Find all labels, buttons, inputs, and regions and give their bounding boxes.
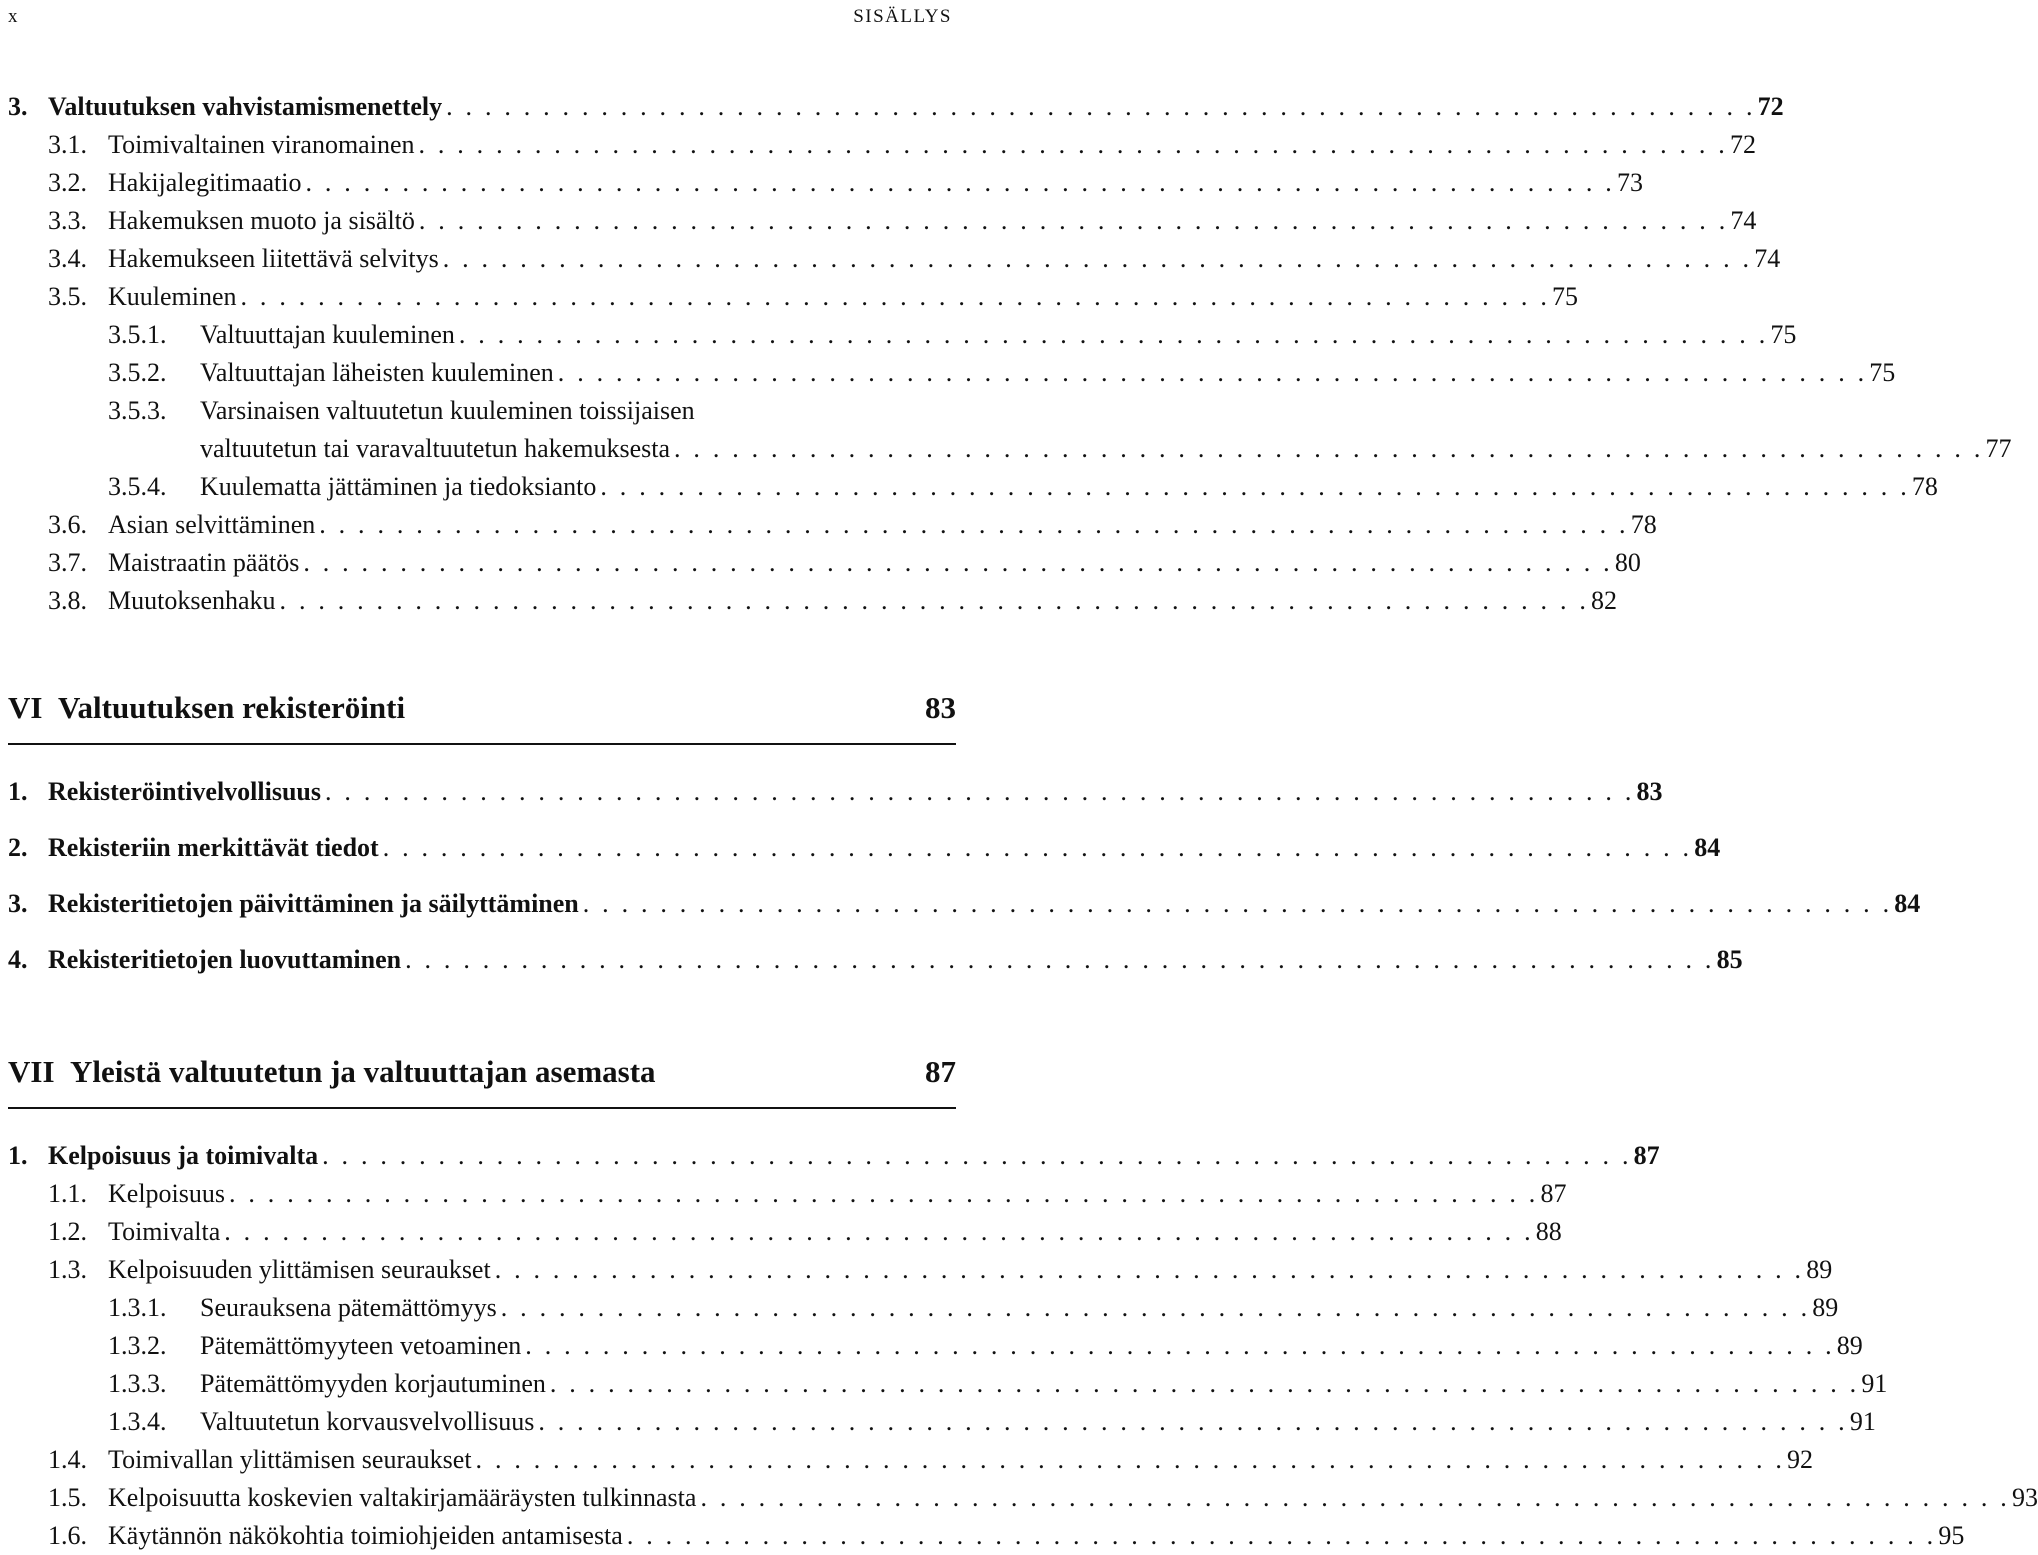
toc-entry-title: Kelpoisuutta koskevien valtakirjamääräysten tulkinnasta: [108, 1483, 697, 1512]
toc-entry-number: 2.: [8, 833, 28, 862]
toc-entry[interactable]: [8, 1327, 1863, 1365]
toc-entry-number: 3.4.: [48, 244, 87, 273]
toc-entry[interactable]: [8, 876, 1921, 932]
toc-entry-number: 3.2.: [48, 168, 87, 197]
toc-entry-title: Kelpoisuus ja toimivalta: [48, 1141, 319, 1170]
toc-entry-title: Asian selvittäminen: [108, 510, 316, 539]
toc-block-part-vii: [8, 1137, 2038, 1555]
toc-entry-number: 3.5.2.: [108, 358, 167, 387]
toc-entry-number: 4.: [8, 945, 28, 974]
toc-entry-page: 78: [1630, 510, 1657, 539]
toc-entry[interactable]: [8, 278, 1579, 316]
toc-entry[interactable]: [8, 1479, 2038, 1517]
toc-entry-page: 73: [1617, 168, 1643, 197]
toc-entry-number: 1.3.4.: [108, 1407, 167, 1436]
part-number: VI: [8, 690, 43, 725]
part-page: 87: [925, 1054, 956, 1089]
running-title: SISÄLLYS: [853, 6, 952, 27]
toc-entry-number: 3.5.: [48, 282, 87, 311]
toc-entry-number: 3.5.4.: [108, 472, 167, 501]
dot-leader: . . . . . . . . . . . . . . . . . . . . . . . . . . . . . . . . . . . . . . . . . . . . . . . . . . . . . . . . . . . . . . . . . . . .: [626, 1521, 1937, 1550]
dot-leader: . . . . . . . . . . . . . . . . . . . . . . . . . . . . . . . . . . . . . . . . . . . . . . . . . . . . . . . . . . . . . . . . . . . .: [600, 472, 1910, 501]
toc-entry[interactable]: [8, 392, 956, 430]
toc-entry[interactable]: [8, 1175, 1567, 1213]
dot-leader: . . . . . . . . . . . . . . . . . . . . . . . . . . . . . . . . . . . . . . . . . . . . . . . . . . . . . . . . . . . . . . . . . . . .: [458, 320, 1769, 349]
page-number-roman: x: [8, 6, 19, 27]
toc-entry-number: 3.3.: [48, 206, 87, 235]
toc-entry-number: 3.6.: [48, 510, 87, 539]
toc-entry-page: 75: [1869, 358, 1896, 387]
part-vi-heading: [8, 690, 956, 734]
toc-entry-page: 75: [1770, 320, 1797, 349]
toc-entry-number: 1.6.: [48, 1521, 87, 1550]
dot-leader: . . . . . . . . . . . . . . . . . . . . . . . . . . . . . . . . . . . . . . . . . . . . . . . . . . . . . . . . . . . . . . . . . . . .: [538, 1407, 1848, 1436]
toc-entry-page: 89: [1812, 1293, 1839, 1322]
toc-entry-number: 3.5.3.: [108, 396, 167, 425]
dot-leader: . . . . . . . . . . . . . . . . . . . . . . . . . . . . . . . . . . . . . . . . . . . . . . . . . . . . . . . . . . . . . . . . . . . .: [305, 168, 1615, 197]
toc-entry-title: Valtuutuksen vahvistamismenettely: [48, 92, 443, 121]
toc-entry-page: 89: [1806, 1255, 1833, 1284]
toc-entry-title: Kelpoisuuden ylittämisen seuraukset: [108, 1255, 491, 1284]
dot-leader: . . . . . . . . . . . . . . . . . . . . . . . . . . . . . . . . . . . . . . . . . . . . . . . . . . . . . . . . . . . . . . . . . . . .: [549, 1369, 1860, 1398]
toc-entry-title: Toimivallan ylittämisen seuraukset: [108, 1445, 472, 1474]
dot-leader: . . . . . . . . . . . . . . . . . . . . . . . . . . . . . . . . . . . . . . . . . . . . . . . . . . . . . . . . . . . . . . . . . . . .: [674, 434, 1984, 463]
dot-leader: . . . . . . . . . . . . . . . . . . . . . . . . . . . . . . . . . . . . . . . . . . . . . . . . . . . . . . . . . . . . . . . . . . . .: [240, 282, 1551, 311]
toc-entry-title: Pätemättömyyteen vetoaminen: [200, 1331, 522, 1360]
toc-entry-page: 80: [1614, 548, 1641, 577]
toc-block-chapter-3: [8, 88, 2012, 620]
toc-entry-page: 89: [1836, 1331, 1863, 1360]
toc-entry-title: Rekisteritietojen luovuttaminen: [48, 945, 402, 974]
toc-entry[interactable]: [8, 354, 1896, 392]
toc-entry[interactable]: [8, 88, 1784, 126]
toc-entry-number: 3.: [8, 889, 28, 918]
dot-leader: . . . . . . . . . . . . . . . . . . . . . . . . . . . . . . . . . . . . . . . . . . . . . . . . . . . . . . . . . . . . . . . . . . . .: [525, 1331, 1835, 1360]
toc-entry[interactable]: [8, 932, 1743, 988]
toc-entry-page: 74: [1754, 244, 1781, 273]
toc-entry[interactable]: [8, 1365, 1888, 1403]
part-title: Valtuutuksen rekisteröinti: [58, 690, 406, 725]
toc-entry-number: 1.3.: [48, 1255, 87, 1284]
toc-entry-page: 72: [1757, 92, 1784, 121]
toc-entry-page: 74: [1730, 206, 1757, 235]
toc-entry-page: 92: [1787, 1445, 1814, 1474]
toc-entry-title: Varsinaisen valtuutetun kuuleminen toissijaisen: [200, 396, 695, 425]
toc-entry-number: 1.1.: [48, 1179, 87, 1208]
toc-entry-title: Toimivaltainen viranomainen: [108, 130, 415, 159]
toc-entry-title: Seurauksena pätemättömyys: [200, 1293, 497, 1322]
toc-entry-title: Hakemukseen liitettävä selvitys: [108, 244, 439, 273]
toc-entry-title: Valtuutetun korvausvelvollisuus: [200, 1407, 535, 1436]
toc-entry-page: 87: [1633, 1141, 1660, 1170]
toc-entry[interactable]: [8, 544, 1641, 582]
toc-entry-title: Hakijalegitimaatio: [108, 168, 302, 197]
toc-entry-number: 3.: [8, 92, 28, 121]
toc-entry-page: 75: [1552, 282, 1579, 311]
toc-entry[interactable]: [8, 1403, 1876, 1441]
toc-entry-number: 1.3.3.: [108, 1369, 167, 1398]
part-number: VII: [8, 1054, 55, 1089]
toc-entry-page: 83: [1636, 777, 1663, 806]
toc-entry-page: 77: [1985, 434, 2012, 463]
toc-entry[interactable]: [8, 1517, 1965, 1555]
toc-entry[interactable]: [8, 468, 1938, 506]
toc-entry-title: Rekisteriin merkittävät tiedot: [48, 833, 379, 862]
part-vii-heading: [8, 1054, 956, 1098]
dot-leader: . . . . . . . . . . . . . . . . . . . . . . . . . . . . . . . . . . . . . . . . . . . . . . . . . . . . . . . . . . . . . . . . . . . .: [405, 945, 1715, 974]
toc-entry[interactable]: [8, 240, 1781, 278]
toc-entry-title: Kuuleminen: [108, 282, 237, 311]
dot-leader: . . . . . . . . . . . . . . . . . . . . . . . . . . . . . . . . . . . . . . . . . . . . . . . . . . . . . . . . . . . . . . . . . . . .: [319, 510, 1629, 539]
toc-entry-title: Valtuuttajan kuuleminen: [200, 320, 455, 349]
toc-entry-title: Hakemuksen muoto ja sisältö: [108, 206, 415, 235]
toc-entry-title: Maistraatin päätös: [108, 548, 300, 577]
toc-entry-number: 1.5.: [48, 1483, 87, 1512]
dot-leader: . . . . . . . . . . . . . . . . . . . . . . . . . . . . . . . . . . . . . . . . . . . . . . . . . . . . . . . . . . . . . . . . . . . .: [418, 130, 1728, 159]
toc-entry[interactable]: [8, 164, 1643, 202]
toc-entry[interactable]: [8, 764, 1663, 820]
dot-leader: . . . . . . . . . . . . . . . . . . . . . . . . . . . . . . . . . . . . . . . . . . . . . . . . . . . . . . . . . . . . . . . . . . . .: [325, 777, 1635, 806]
dot-leader: . . . . . . . . . . . . . . . . . . . . . . . . . . . . . . . . . . . . . . . . . . . . . . . . . . . . . . . . . . . . . . . . . . . .: [418, 206, 1729, 235]
dot-leader: . . . . . . . . . . . . . . . . . . . . . . . . . . . . . . . . . . . . . . . . . . . . . . . . . . . . . . . . . . . . . . . . . . . .: [700, 1483, 2010, 1512]
toc-entry-number: 1.: [8, 1141, 28, 1170]
toc-entry[interactable]: [8, 506, 1657, 544]
toc-entry-page: 91: [1861, 1369, 1888, 1398]
toc-entry[interactable]: [8, 1137, 1660, 1175]
toc-entry-number: 1.3.1.: [108, 1293, 167, 1322]
toc-entry-page: 84: [1694, 833, 1721, 862]
toc-entry-page: 82: [1591, 586, 1618, 615]
toc-entry-number: 1.4.: [48, 1445, 87, 1474]
toc-entry[interactable]: [8, 1213, 1562, 1251]
toc-entry-title: Rekisteritietojen päivittäminen ja säilyttäminen: [48, 889, 579, 918]
dot-leader: . . . . . . . . . . . . . . . . . . . . . . . . . . . . . . . . . . . . . . . . . . . . . . . . . . . . . . . . . . . . . . . . . . . .: [442, 244, 1753, 273]
dot-leader: . . . . . . . . . . . . . . . . . . . . . . . . . . . . . . . . . . . . . . . . . . . . . . . . . . . . . . . . . . . . . . . . . . . .: [582, 889, 1893, 918]
toc-entry-number: 3.1.: [48, 130, 87, 159]
toc-entry-page: 93: [2011, 1483, 2038, 1512]
dot-leader: . . . . . . . . . . . . . . . . . . . . . . . . . . . . . . . . . . . . . . . . . . . . . . . . . . . . . . . . . . . . . . . . . . . .: [475, 1445, 1786, 1474]
part-vi-rule: [8, 743, 956, 745]
toc-entry-title: Valtuuttajan läheisten kuuleminen: [200, 358, 554, 387]
dot-leader: . . . . . . . . . . . . . . . . . . . . . . . . . . . . . . . . . . . . . . . . . . . . . . . . . . . . . . . . . . . . . . . . . . . .: [500, 1293, 1811, 1322]
toc-entry[interactable]: [8, 582, 1618, 620]
dot-leader: . . . . . . . . . . . . . . . . . . . . . . . . . . . . . . . . . . . . . . . . . . . . . . . . . . . . . . . . . . . . . . . . . . . .: [494, 1255, 1805, 1284]
dot-leader: . . . . . . . . . . . . . . . . . . . . . . . . . . . . . . . . . . . . . . . . . . . . . . . . . . . . . . . . . . . . . . . . . . . .: [382, 833, 1693, 862]
toc-entry-page: 72: [1729, 130, 1756, 159]
toc-entry-title: Pätemättömyyden korjautuminen: [200, 1369, 546, 1398]
dot-leader: . . . . . . . . . . . . . . . . . . . . . . . . . . . . . . . . . . . . . . . . . . . . . . . . . . . . . . . . . . . . . . . . . . . .: [224, 1217, 1534, 1246]
dot-leader: . . . . . . . . . . . . . . . . . . . . . . . . . . . . . . . . . . . . . . . . . . . . . . . . . . . . . . . . . . . . . . . . . . . .: [229, 1179, 1539, 1208]
toc-entry-number: 1.3.2.: [108, 1331, 167, 1360]
toc-entry-page: 87: [1540, 1179, 1567, 1208]
toc-entry-title: Käytännön näkökohtia toimiohjeiden antamisesta: [108, 1521, 623, 1550]
toc-entry-page: 85: [1716, 945, 1743, 974]
toc-entry-title: Toimivalta: [108, 1217, 221, 1246]
part-vii-rule: [8, 1107, 956, 1109]
part-title: Yleistä valtuutetun ja valtuuttajan asemasta: [70, 1054, 656, 1089]
toc-entry-title: Kuulematta jättäminen ja tiedoksianto: [200, 472, 597, 501]
toc-entry[interactable]: [8, 316, 1797, 354]
toc-entry-title: Kelpoisuus: [108, 1179, 225, 1208]
toc-entry-number: 1.2.: [48, 1217, 87, 1246]
toc-entry-page: 95: [1938, 1521, 1965, 1550]
toc-entry-page: 88: [1535, 1217, 1562, 1246]
toc-entry-number: 3.8.: [48, 586, 87, 615]
toc-entry[interactable]: [8, 1441, 1814, 1479]
toc-entry[interactable]: [8, 1251, 1833, 1289]
running-head: [8, 6, 952, 32]
toc-entry-title-continuation: valtuutetun tai varavaltuutetun hakemuksesta: [200, 434, 671, 463]
toc-entry[interactable]: [8, 202, 1757, 240]
dot-leader: . . . . . . . . . . . . . . . . . . . . . . . . . . . . . . . . . . . . . . . . . . . . . . . . . . . . . . . . . . . . . . . . . . . .: [303, 548, 1613, 577]
part-page: 83: [925, 690, 956, 725]
toc-entry-page: 91: [1849, 1407, 1876, 1436]
toc-entry-number: 3.7.: [48, 548, 87, 577]
toc-entry[interactable]: [8, 1289, 1839, 1327]
toc-entry-title: Muutoksenhaku: [108, 586, 276, 615]
toc-entry-number: 1.: [8, 777, 28, 806]
toc-entry-continuation[interactable]: [8, 430, 2012, 468]
toc-block-part-vi: [8, 764, 1921, 988]
toc-entry-title: Rekisteröintivelvollisuus: [48, 777, 322, 806]
dot-leader: . . . . . . . . . . . . . . . . . . . . . . . . . . . . . . . . . . . . . . . . . . . . . . . . . . . . . . . . . . . . . . . . . . . .: [446, 92, 1756, 121]
toc-entry-page: 78: [1911, 472, 1938, 501]
toc-entry-number: 3.5.1.: [108, 320, 167, 349]
dot-leader: . . . . . . . . . . . . . . . . . . . . . . . . . . . . . . . . . . . . . . . . . . . . . . . . . . . . . . . . . . . . . . . . . . . .: [279, 586, 1590, 615]
toc-entry-page: 84: [1894, 889, 1921, 918]
dot-leader: . . . . . . . . . . . . . . . . . . . . . . . . . . . . . . . . . . . . . . . . . . . . . . . . . . . . . . . . . . . . . . . . . . . .: [557, 358, 1868, 387]
toc-entry[interactable]: [8, 820, 1721, 876]
dot-leader: . . . . . . . . . . . . . . . . . . . . . . . . . . . . . . . . . . . . . . . . . . . . . . . . . . . . . . . . . . . . . . . . . . . .: [322, 1141, 1632, 1170]
toc-entry[interactable]: [8, 126, 1756, 164]
